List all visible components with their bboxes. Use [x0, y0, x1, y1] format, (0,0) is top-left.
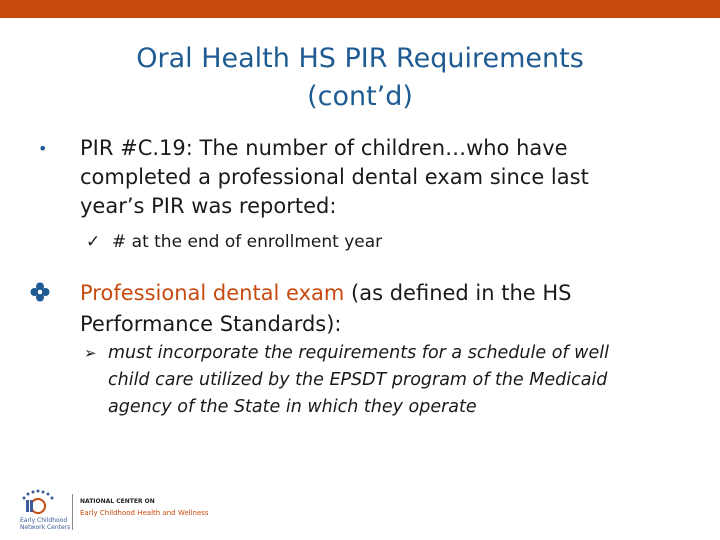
bullet-line-3: year’s PIR was reported:	[80, 194, 337, 218]
logo-divider	[72, 494, 73, 530]
dental-exam-line-2: Performance Standards):	[80, 312, 342, 336]
arrow-line-2: child care utilized by the EPSDT program of the Medicaid	[108, 370, 608, 390]
dental-exam-rest: (as defined in the HS	[344, 281, 572, 305]
title-line-1: Oral Health HS PIR Requirements	[136, 43, 584, 74]
dental-exam-highlight: Professional dental exam	[80, 281, 345, 305]
top-accent-bar	[0, 0, 720, 18]
arrow-item	[84, 340, 684, 421]
org-name-line-2: Early Childhood Health and Wellness	[80, 509, 209, 517]
title-line-2: (cont’d)	[307, 81, 413, 112]
logo-text-line-2: Network Centers	[20, 524, 71, 531]
arrow-bullet-icon: ➢	[84, 344, 97, 362]
footer-logos	[14, 488, 234, 534]
slide-title	[0, 40, 720, 116]
bullet-line-1: PIR #C.19: The number of children…who have	[80, 136, 568, 160]
bullet-dot-icon: •	[38, 139, 48, 158]
org-name-line-1: NATIONAL CENTER ON	[80, 498, 155, 505]
dental-exam-definition	[30, 278, 690, 340]
checkmark-icon: ✓	[86, 232, 101, 252]
arrow-line-1: must incorporate the requirements for a schedule of well	[108, 343, 609, 363]
arrow-line-3: agency of the State in which they operate	[108, 397, 477, 417]
check-item-text: # at the end of enrollment year	[112, 232, 383, 252]
logo-text-line-1: Early Childhood	[20, 517, 68, 524]
bullet-line-2: completed a professional dental exam since last	[80, 165, 589, 189]
diamond-bullet-icon	[30, 282, 50, 302]
check-item	[86, 230, 382, 254]
pir-bullet	[30, 134, 690, 221]
